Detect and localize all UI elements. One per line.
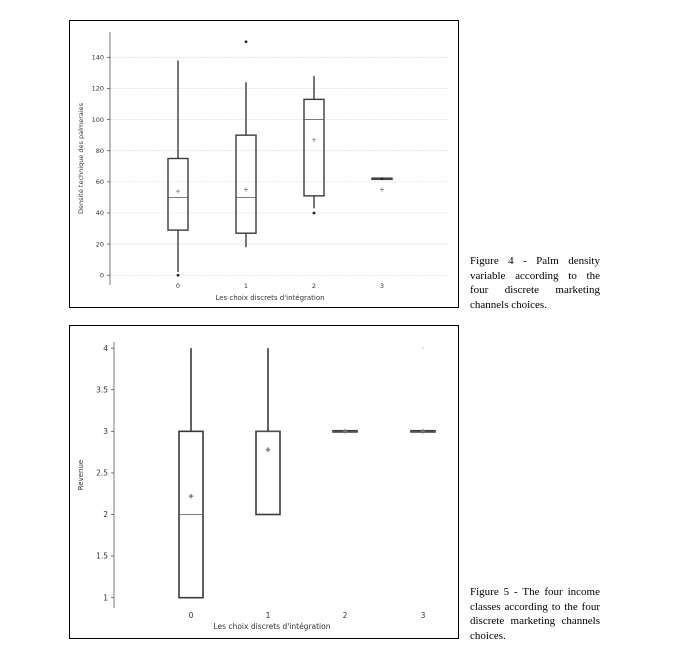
x-tick-label: 3 — [379, 282, 385, 290]
x-tick-label: 2 — [342, 611, 348, 620]
box-iqr — [256, 431, 280, 514]
mean-marker — [343, 429, 347, 433]
y-tick-label: 4 — [103, 343, 108, 353]
mean-marker — [421, 429, 425, 433]
y-tick-label: 140 — [91, 53, 104, 62]
x-tick-label: 3 — [420, 611, 426, 620]
mean-marker — [176, 189, 180, 193]
x-tick-label: 0 — [175, 282, 181, 290]
outlier-point — [245, 40, 248, 43]
y-tick-label: 0 — [99, 271, 104, 280]
mean-marker — [266, 447, 270, 451]
y-axis-title: Revenue — [77, 459, 85, 491]
y-tick-label: 60 — [95, 178, 104, 187]
y-tick-label: 2 — [103, 510, 108, 520]
figure-4-caption-text: Figure 4 - Palm density variable according to the four discrete marketing channels choices. — [470, 255, 600, 311]
y-tick-label: 3.5 — [96, 385, 108, 395]
y-tick-label: 120 — [91, 84, 104, 93]
outlier-point — [381, 177, 384, 180]
mean-marker — [312, 138, 316, 142]
x-axis-title: Les choix discrets d'intégration — [215, 294, 325, 302]
y-axis-title: Densité technique des palmeraies — [77, 102, 85, 215]
box-iqr — [304, 99, 324, 195]
x-axis-title: Les choix discrets d'intégration — [213, 622, 331, 631]
mean-marker — [244, 187, 248, 191]
palm-density-boxplot — [70, 21, 458, 307]
y-tick-label: 20 — [95, 240, 104, 249]
mean-marker — [189, 494, 193, 498]
y-tick-label: 100 — [91, 115, 104, 124]
y-tick-label: 1.5 — [96, 551, 108, 561]
x-tick-label: 1 — [265, 611, 271, 620]
figure-5-chart — [69, 325, 459, 639]
outlier-point — [313, 212, 316, 215]
box-iqr — [236, 135, 256, 233]
y-tick-label: 1 — [103, 593, 108, 603]
y-tick-label: 40 — [95, 209, 104, 218]
x-tick-label: 1 — [243, 282, 249, 290]
outlier-point — [177, 274, 180, 277]
figure-5-caption-text: Figure 5 - The four income classes according to the four discrete marketing channels choices. — [470, 586, 600, 642]
figure-4-caption — [470, 254, 600, 312]
y-tick-label: 2.5 — [96, 468, 108, 478]
income-classes-boxplot — [70, 326, 458, 638]
y-tick-label: 80 — [95, 146, 104, 155]
x-tick-label: 0 — [188, 611, 194, 620]
mean-marker — [380, 187, 384, 191]
figure-4-chart — [69, 20, 459, 308]
y-tick-label: 3 — [103, 426, 108, 436]
outlier-point — [422, 348, 423, 349]
figure-5-caption — [470, 585, 600, 643]
box-iqr — [168, 159, 188, 231]
x-tick-label: 2 — [311, 282, 317, 290]
